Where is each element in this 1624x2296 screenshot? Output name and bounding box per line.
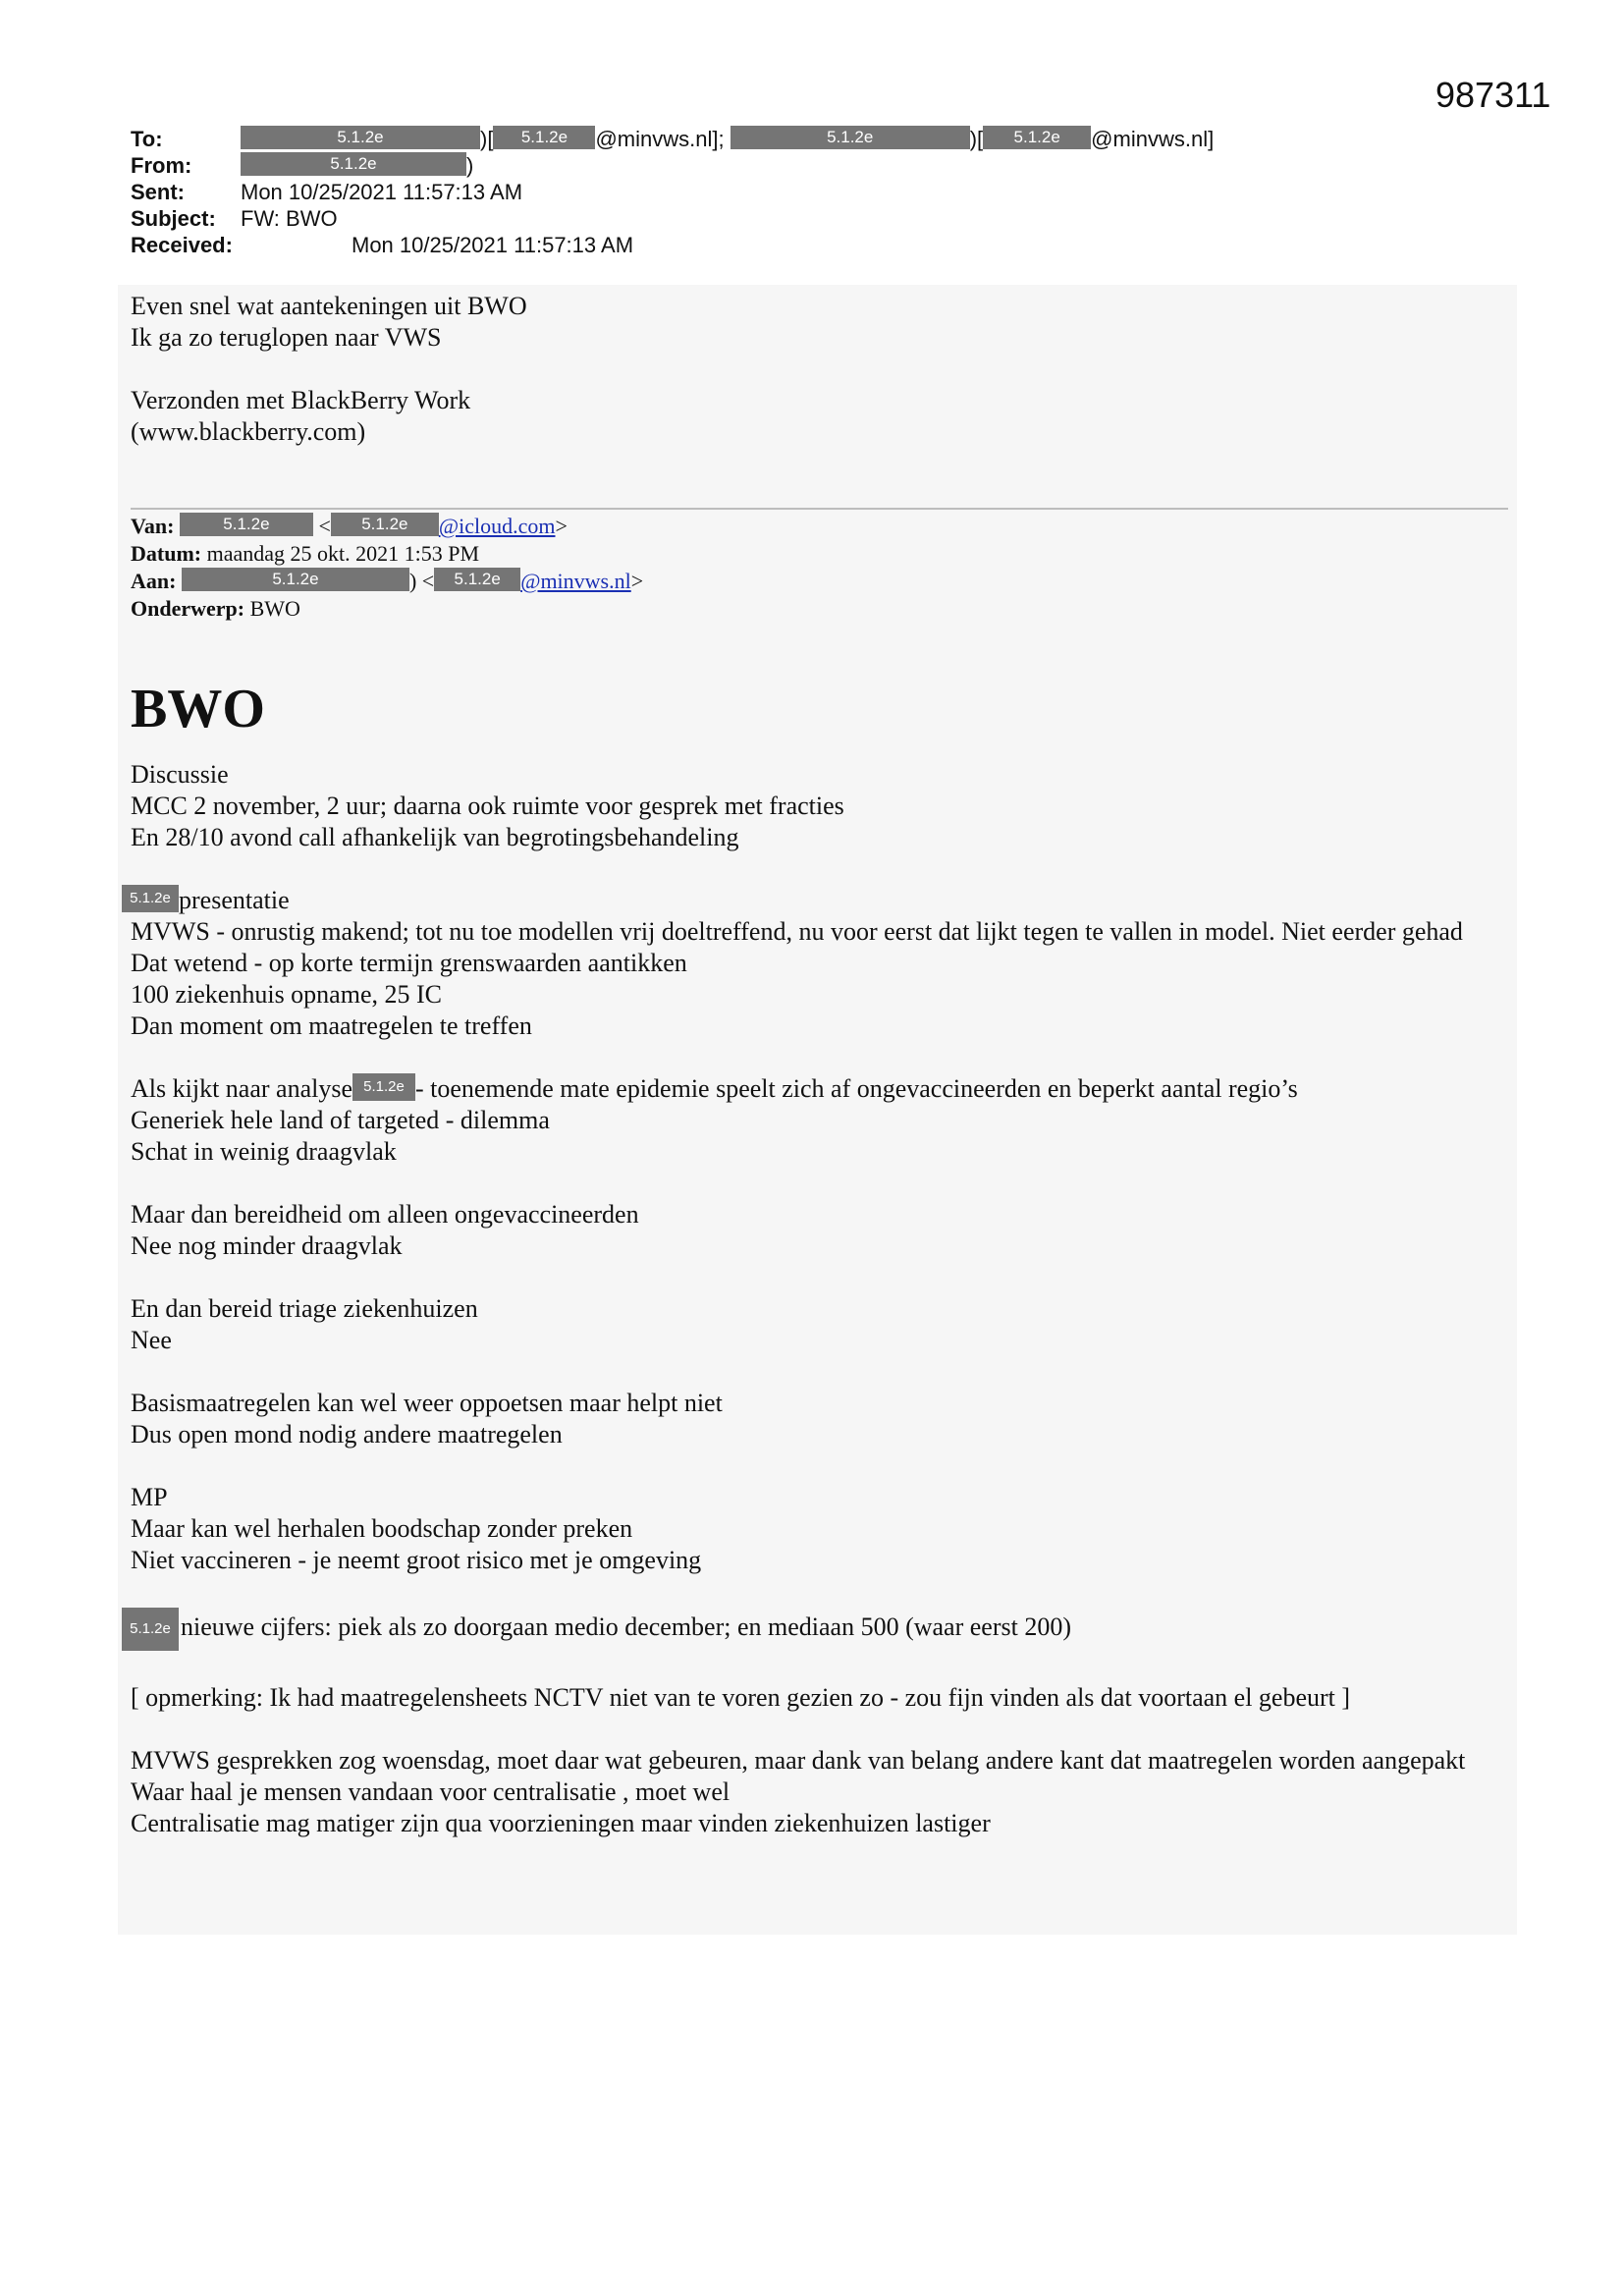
note-line: Niet vaccineren - je neemt groot risico met je omgeving	[131, 1546, 702, 1574]
to-domain: @minvws.nl];	[595, 127, 725, 151]
datum-value: maandag 25 okt. 2021 1:53 PM	[206, 541, 480, 566]
redaction-box: 5.1.2e	[352, 1073, 415, 1101]
note-line: Dat wetend - op korte termijn grenswaarden aantikken	[131, 949, 687, 977]
onderwerp-label: Onderwerp:	[131, 596, 245, 621]
to-sep: )[	[969, 127, 984, 151]
redaction-box: 5.1.2e	[983, 126, 1091, 149]
aan-gt: >	[630, 569, 644, 593]
forwarded-header	[131, 513, 1407, 623]
document-number: 987311	[1435, 75, 1551, 115]
to-row	[131, 126, 1564, 152]
to-value	[241, 126, 1214, 152]
note-line: Nee	[131, 1326, 172, 1354]
aan-mid: ) <	[408, 569, 435, 593]
note-line: Maar kan wel herhalen boodschap zonder preken	[131, 1514, 633, 1543]
note-text: presentatie	[179, 886, 290, 914]
onderwerp-row	[131, 595, 1407, 623]
note-line: En 28/10 avond call afhankelijk van begrotingsbehandeling	[131, 823, 739, 851]
note-line	[131, 885, 1505, 916]
van-row	[131, 513, 1407, 540]
intro-line: Even snel wat aantekeningen uit BWO	[131, 292, 527, 320]
note-line: Dus open mond nodig andere maatregelen	[131, 1420, 563, 1449]
subject-value: FW: BWO	[241, 206, 338, 231]
redaction-box: 5.1.2e	[731, 126, 970, 149]
received-row	[131, 232, 1564, 258]
note-line: Nee nog minder draagvlak	[131, 1231, 403, 1260]
note-line: MP	[131, 1483, 168, 1511]
note-line: Centralisatie mag matiger zijn qua voorzieningen maar vinden ziekenhuizen lastiger	[131, 1809, 991, 1837]
datum-row	[131, 540, 1407, 568]
intro-line: Ik ga zo teruglopen naar VWS	[131, 323, 442, 352]
note-line: Discussie	[131, 760, 229, 789]
note-text: Als kijkt naar analyse	[131, 1074, 352, 1103]
from-value	[241, 152, 473, 179]
signature-line: Verzonden met BlackBerry Work	[131, 386, 471, 414]
to-domain: @minvws.nl]	[1091, 127, 1215, 151]
redaction-box: 5.1.2e	[122, 885, 179, 912]
spacer	[131, 1576, 1505, 1608]
note-line: Maar dan bereidheid om alleen ongevaccineerden	[131, 1200, 639, 1229]
note-line: MCC 2 november, 2 uur; daarna ook ruimte voor gesprek met fracties	[131, 792, 844, 820]
spacer	[131, 1168, 1505, 1199]
received-value: Mon 10/25/2021 11:57:13 AM	[352, 233, 634, 257]
redaction-box: 5.1.2e	[182, 568, 409, 591]
note-line: Dan moment om maatregelen te treffen	[131, 1011, 532, 1040]
spacer	[131, 1450, 1505, 1482]
note-line: 100 ziekenhuis opname, 25 IC	[131, 980, 442, 1009]
redaction-box: 5.1.2e	[493, 126, 595, 149]
spacer	[131, 1651, 1505, 1682]
subject-row	[131, 205, 1564, 232]
spacer	[131, 1262, 1505, 1293]
aan-label: Aan:	[131, 569, 177, 593]
notes-body	[131, 759, 1505, 1839]
van-label: Van:	[131, 514, 175, 538]
aan-row	[131, 568, 1407, 595]
van-email-link[interactable]: @icloud.com	[438, 514, 556, 538]
note-title: BWO	[131, 679, 265, 739]
spacer	[131, 1714, 1505, 1745]
spacer	[131, 1356, 1505, 1388]
redaction-box: 5.1.2e	[180, 513, 313, 536]
redaction-box: 5.1.2e	[241, 126, 480, 149]
note-text: - toenemende mate epidemie speelt zich af ongevaccineerden en beperkt aantal regio’s	[415, 1074, 1298, 1103]
sent-value: Mon 10/25/2021 11:57:13 AM	[241, 180, 523, 204]
onderwerp-value: BWO	[249, 596, 300, 621]
datum-label: Datum:	[131, 541, 202, 566]
from-row	[131, 152, 1564, 179]
to-label: To:	[131, 127, 163, 151]
spacer	[131, 853, 1505, 885]
sent-label: Sent:	[131, 180, 185, 204]
subject-label: Subject:	[131, 206, 216, 231]
sent-row	[131, 179, 1564, 205]
note-line: Waar haal je mensen vandaan voor centralisatie , moet wel	[131, 1777, 731, 1806]
signature-link: (www.blackberry.com)	[131, 417, 366, 446]
redaction-box: 5.1.2e	[122, 1608, 179, 1651]
aan-email-link[interactable]: @minvws.nl	[520, 569, 631, 593]
redaction-box: 5.1.2e	[434, 568, 520, 591]
from-label: From:	[131, 153, 192, 178]
note-text: nieuwe cijfers: piek als zo doorgaan medio december; en mediaan 500 (waar eerst 200)	[181, 1612, 1071, 1641]
note-line: [ opmerking: Ik had maatregelensheets NCTV niet van te voren gezien zo - zou fijn vinden als dat voortaan el gebeurt ]	[131, 1683, 1351, 1712]
received-label: Received:	[131, 233, 233, 257]
note-line	[131, 1608, 1505, 1651]
note-line: En dan bereid triage ziekenhuizen	[131, 1294, 478, 1323]
to-sep: )[	[480, 127, 494, 151]
email-header	[131, 126, 1564, 258]
note-line	[131, 1073, 1505, 1105]
note-line: Generiek hele land of targeted - dilemma	[131, 1106, 550, 1134]
from-suffix: )	[466, 153, 474, 178]
divider	[131, 508, 1508, 510]
note-line: Basismaatregelen kan wel weer oppoetsen maar helpt niet	[131, 1389, 723, 1417]
note-line: MVWS - onrustig makend; tot nu toe modellen vrij doeltreffend, nu voor eerst dat lijkt tegen te vallen in model. Niet eerder gehad	[131, 917, 1463, 946]
redaction-box: 5.1.2e	[331, 513, 439, 536]
van-gt: >	[555, 514, 568, 538]
van-lt: <	[318, 514, 331, 538]
intro-text	[131, 291, 527, 448]
redaction-box: 5.1.2e	[241, 152, 466, 176]
spacer	[131, 1042, 1505, 1073]
spacer	[131, 354, 527, 385]
note-line: MVWS gesprekken zog woensdag, moet daar wat gebeuren, maar dank van belang andere kant dat maatregelen worden aangepakt	[131, 1746, 1466, 1775]
note-line: Schat in weinig draagvlak	[131, 1137, 397, 1166]
